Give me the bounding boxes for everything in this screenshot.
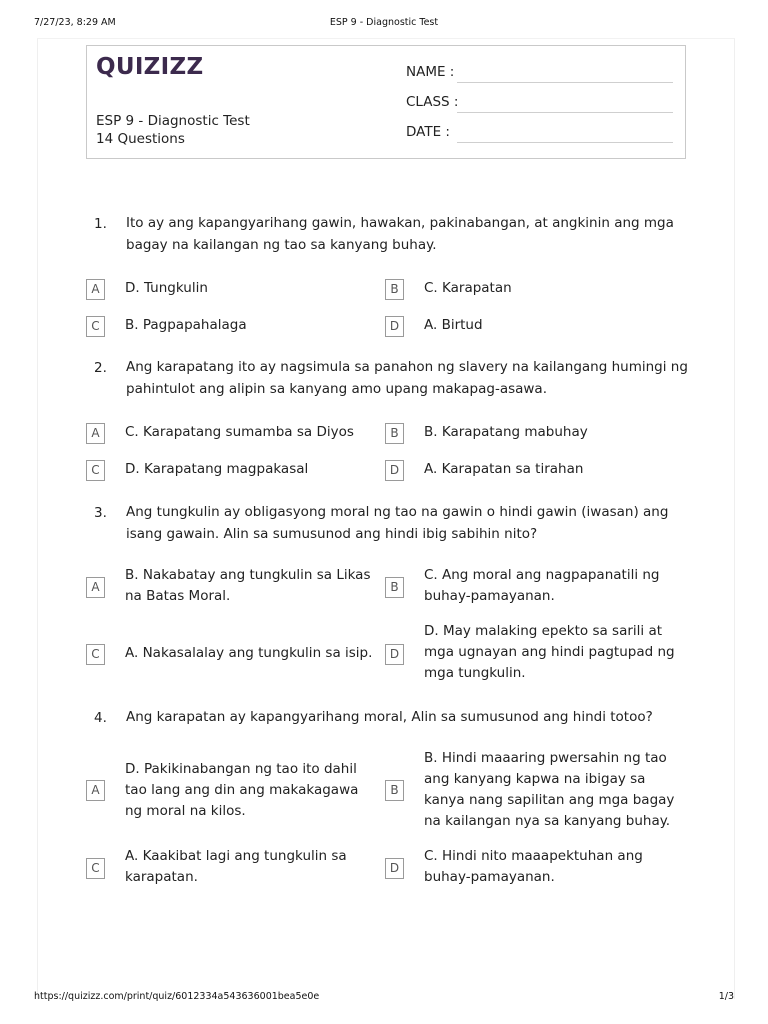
question-text: Ang karapatang ito ay nagsimula sa panahon ng slavery na kailangang humingi ng pahintulot ang alipin sa kanyang amo upang makapag-asawa. [126, 359, 688, 397]
question-text: Ito ay ang kapangyarihang gawin, hawakan, pakinabangan, at angkinin ang mga bagay na kailangan ng tao sa kanyang buhay. [126, 215, 674, 253]
question-number: 4. [94, 710, 107, 726]
print-title: ESP 9 - Diagnostic Test [329, 17, 439, 28]
option-text[interactable]: A. Karapatan sa tirahan [424, 461, 584, 477]
option-text[interactable]: D. May malaking epekto sa sarili at mga ugnayan ang hindi pagtupad ng mga tungkulin. [424, 623, 675, 681]
print-date: 7/27/23, 8:29 AM [34, 17, 116, 28]
option-letter-c[interactable]: C [86, 858, 105, 879]
option-letter-b[interactable]: B [385, 423, 404, 444]
option-text[interactable]: A. Nakasalalay ang tungkulin sa isip. [125, 645, 373, 661]
question-number: 1. [94, 216, 107, 232]
option-text[interactable]: C. Hindi nito maaapektuhan ang buhay-pamayanan. [424, 848, 643, 885]
option-letter-c[interactable]: C [86, 644, 105, 665]
option-letter-d[interactable]: D [385, 460, 404, 481]
option-letter-c[interactable]: C [86, 460, 105, 481]
question-number: 2. [94, 360, 107, 376]
option-text[interactable]: C. Karapatan [424, 280, 512, 296]
option-letter-a[interactable]: A [86, 577, 105, 598]
print-footer [0, 991, 768, 1005]
quizizz-logo: QUIZIZZ [96, 54, 204, 80]
page-number: 1/3 [718, 991, 734, 1002]
question-text: Ang tungkulin ay obligasyong moral ng tao na gawin o hindi gawin (iwasan) ang isang gawain. Alin sa sumusunod ang hindi ibig sabihin nito? [126, 504, 669, 542]
question-number: 3. [94, 505, 107, 521]
option-letter-b[interactable]: B [385, 279, 404, 300]
option-text[interactable]: B. Nakabatay ang tungkulin sa Likas na Batas Moral. [125, 567, 371, 604]
option-text[interactable]: A. Birtud [424, 317, 483, 333]
date-field[interactable] [457, 142, 673, 143]
date-label: DATE : [406, 124, 450, 140]
option-text[interactable]: C. Ang moral ang nagpapanatili ng buhay-pamayanan. [424, 567, 660, 604]
option-text[interactable]: D. Tungkulin [125, 280, 208, 296]
option-letter-d[interactable]: D [385, 644, 404, 665]
print-header [0, 17, 768, 31]
print-url[interactable]: https://quizizz.com/print/quiz/6012334a543636001bea5e0e [34, 991, 320, 1002]
option-text[interactable]: B. Hindi maaaring pwersahin ng tao ang kanyang kapwa na ibigay sa kanya nang sapilitan ang mga bagay na kailangan nya sa kanyang buhay. [424, 750, 675, 829]
option-letter-a[interactable]: A [86, 780, 105, 801]
option-text[interactable]: A. Kaakibat lagi ang tungkulin sa karapatan. [125, 848, 347, 885]
quiz-title: ESP 9 - Diagnostic Test [96, 113, 250, 129]
option-text[interactable]: D. Karapatang magpakasal [125, 461, 309, 477]
name-label: NAME : [406, 64, 455, 80]
option-text[interactable]: C. Karapatang sumamba sa Diyos [125, 424, 354, 440]
class-field[interactable] [457, 112, 673, 113]
quiz-header-box [86, 45, 686, 159]
option-text[interactable]: B. Karapatang mabuhay [424, 424, 588, 440]
option-letter-d[interactable]: D [385, 858, 404, 879]
option-letter-b[interactable]: B [385, 577, 404, 598]
option-letter-c[interactable]: C [86, 316, 105, 337]
option-letter-d[interactable]: D [385, 316, 404, 337]
option-text[interactable]: D. Pakikinabangan ng tao ito dahil tao lang ang din ang makakagawa ng moral na kilos. [125, 761, 359, 819]
question-count: 14 Questions [96, 131, 185, 147]
class-label: CLASS : [406, 94, 459, 110]
option-letter-a[interactable]: A [86, 279, 105, 300]
option-letter-b[interactable]: B [385, 780, 404, 801]
option-text[interactable]: B. Pagpapahalaga [125, 317, 247, 333]
name-field[interactable] [457, 82, 673, 83]
question-text: Ang karapatan ay kapangyarihang moral, Alin sa sumusunod ang hindi totoo? [126, 709, 653, 725]
option-letter-a[interactable]: A [86, 423, 105, 444]
